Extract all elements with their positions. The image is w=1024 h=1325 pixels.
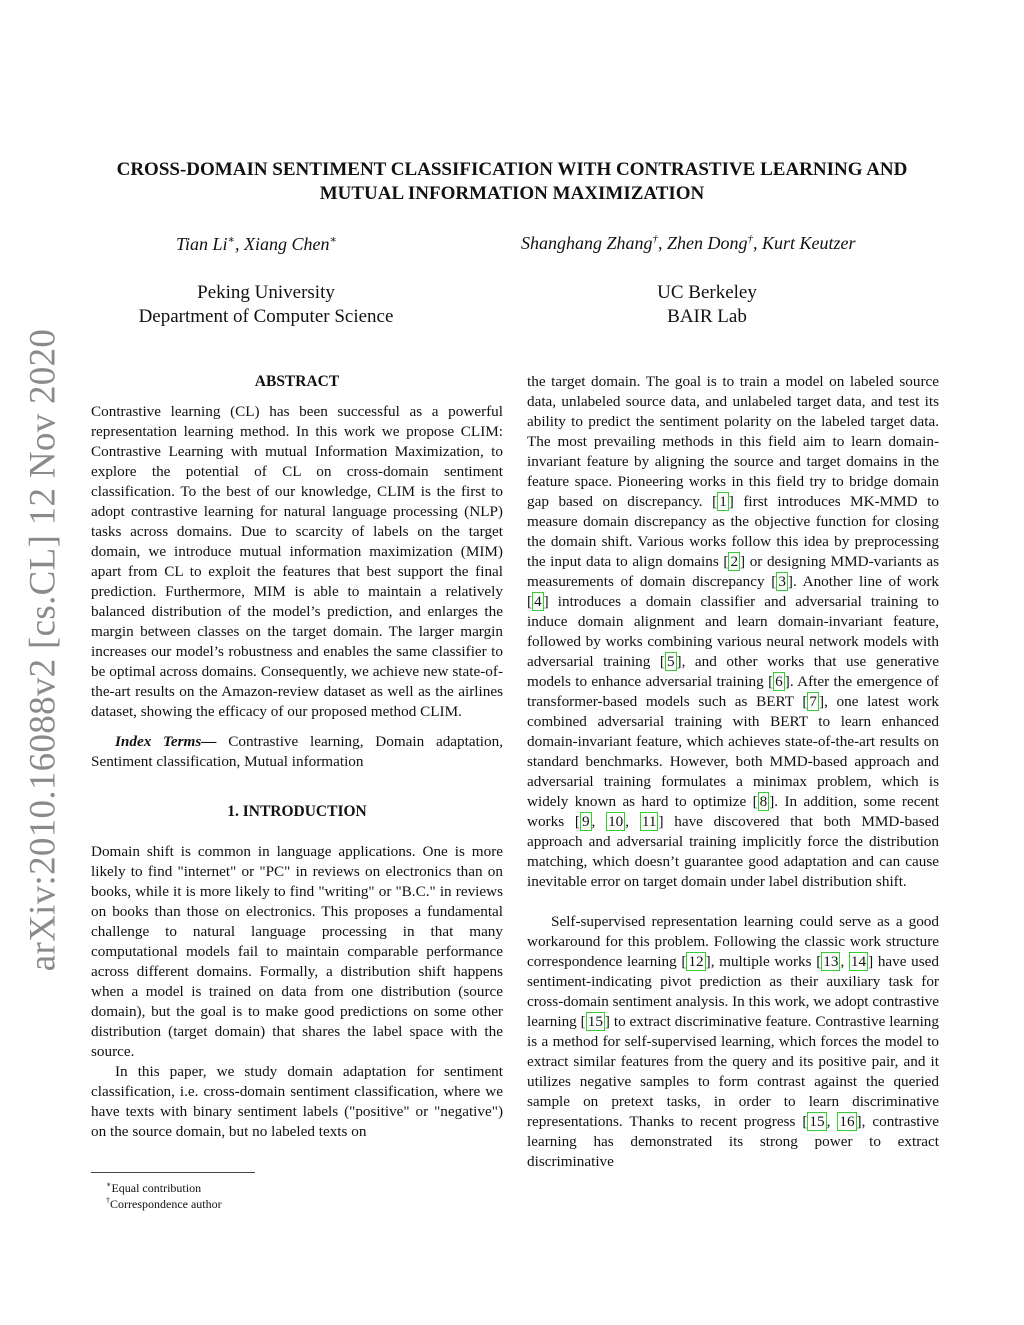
- introduction-heading: 1. INTRODUCTION: [227, 803, 367, 820]
- abstract-heading: ABSTRACT: [254, 373, 340, 390]
- affiliation-line: UC Berkeley: [657, 282, 757, 303]
- citation-link[interactable]: 5: [666, 653, 675, 670]
- author-mark: †: [652, 233, 659, 245]
- author-separator: ,: [235, 234, 245, 254]
- footnote-mark: ∗: [106, 1180, 112, 1189]
- footnote-rule: [91, 1172, 255, 1173]
- left-column: [91, 372, 503, 1142]
- affiliation-line: Department of Computer Science: [138, 306, 394, 327]
- arxiv-identifier-stamp: [18, 328, 68, 972]
- citation-link[interactable]: 15: [809, 1113, 825, 1130]
- citation-link[interactable]: 7: [809, 693, 818, 710]
- paragraph-text-run: or designing MMD-variants as measurements of domain discrepancy: [527, 553, 939, 590]
- citation-link[interactable]: 3: [778, 573, 786, 590]
- paragraph-text-run: , one latest work combined adversarial training with BERT to learn enhanced domain-invariant feature, which achieves state-of-the-art results on standard benchmarks. However, both MMD-based approach and adversarial training formulates a minimax problem, which is widely known as hard to optimize: [527, 693, 939, 810]
- right-column-paragraph-2: Self-supervised representation learning could serve as a good workaround for this problem. Following the classic work structure correspondence learning [ 12 ], multiple works [ 13 , 14 ] have used sentiment-indicating pivot prediction as their auxiliary task for cross-domain sentiment analysis. In this work, we adopt contrastive learning [ 15 ] to extract discriminative feature. Contrastive learning is a method for self-supervised learning, which forces the model to extract similar features from the query and its positive pair, and it utilizes negative samples to form contrast against the queried sample on pretext tasks, in order to learn discriminative representations. Thanks to recent progress [ 15 , 16 ], contrastive learning has demonstrated its strong power to extract discriminative: [527, 913, 939, 1170]
- paragraph-text-run: Self-supervised representation learning could serve as a good workaround for this problem. Following the classic work structure correspondence learning: [527, 913, 939, 970]
- right-column-paragraph-1: the target domain. The goal is to train a model on labeled source data, unlabeled source data, and unlabeled target data, and test its ability to predict the sentiment polarity on the labeled target data. The most prevailing methods in this field aim to learn domain-invariant feature by aligning the source and target domains in the feature space. Pioneering works in this field try to bridge domain gap based on discrepancy. [ 1 ] first introduces MK-MMD to measure domain discrepancy as the objective function for closing the domain shift. Various works follow this idea by preprocessing the input data to align domains [ 2 ] or designing MMD-variants as measurements of domain discrepancy [ 3 ]. Another line of work [ 4 ] introduces a domain classifier and adversarial training to induce domain alignment and learn domain-invariant feature, followed by works combining various neural network models with adversarial training [ 5 ], and other works that use generative models to enhance adversarial training [ 6 ]. After the emergence of transformer-based models such as BERT [ 7 ], one latest work combined adversarial training with BERT to learn enhanced domain-invariant feature, which achieves state-of-the-art results on standard benchmarks. However, both MMD-based approach and adversarial training formulates a minimax problem, which is widely known as hard to optimize [ 8 ]. In addition, some recent works [ 9 , 10 , 11 ] have discovered that both MMD-based approach and adversarial training implicitly force the distribution matching, which doesn’t guarantee good adaptation and can cause inevitable error on target domain under label distribution shift.: [527, 373, 940, 890]
- author-list-right: [521, 233, 856, 254]
- citation-link[interactable]: 10: [608, 813, 624, 830]
- author-name: Tian Li: [176, 234, 228, 254]
- footnote-mark: †: [106, 1196, 110, 1205]
- affiliation-line: BAIR Lab: [667, 306, 747, 327]
- footnote-text: Correspondence author: [110, 1197, 222, 1211]
- citation-link[interactable]: 8: [759, 793, 768, 810]
- paper-title-line-1: CROSS-DOMAIN SENTIMENT CLASSIFICATION WITH CONTRASTIVE LEARNING AND: [116, 159, 908, 180]
- author-name: Shanghang Zhang: [521, 233, 653, 253]
- paragraph-text-run: the target domain. The goal is to train a model on labeled source data, unlabeled source data, and unlabeled target data, and test its ability to predict the sentiment polarity on the labeled target data. The most prevailing methods in this field aim to learn domain-invariant feature by aligning the source and target domains in the feature space. Pioneering works in this field try to bridge domain gap based on discrepancy.: [527, 373, 939, 510]
- citation-link[interactable]: 15: [587, 1013, 603, 1030]
- citation-link[interactable]: 2: [730, 553, 739, 570]
- citation-link[interactable]: 16: [839, 1113, 855, 1130]
- citation-link[interactable]: 13: [823, 953, 839, 970]
- introduction-paragraph-2: In this paper, we study domain adaptation for sentiment classification, i.e. cross-domain sentiment classification, where we have texts with binary sentiment labels ("positive" or "negative") on the source domain, but no labeled texts on: [91, 1063, 503, 1140]
- author-name: Xiang Chen: [244, 234, 330, 254]
- paragraph-text-run: introduces a domain classifier and adversarial training to induce domain alignment and learn domain-invariant feature, followed by works combining various neural network models with adversarial training: [527, 593, 939, 670]
- paragraph-text-run: . After the emergence of transformer-based models such as BERT: [527, 673, 939, 710]
- affiliation-left: [121, 281, 411, 329]
- index-terms-label: Index Terms—: [115, 733, 217, 750]
- author-mark: ∗: [329, 234, 337, 246]
- author-separator: ,: [658, 233, 668, 253]
- footnote-text: Equal contribution: [111, 1181, 202, 1195]
- affiliation-line: Peking University: [197, 282, 335, 303]
- citation-link[interactable]: 11: [641, 813, 657, 830]
- author-mark: ∗: [227, 234, 236, 246]
- paragraph-text-run: . Another line of work: [792, 573, 939, 590]
- author-name: Zhen Dong: [667, 233, 748, 253]
- paragraph-text-run: , multiple works: [710, 953, 817, 970]
- introduction-paragraph-1: Domain shift is common in language applications. One is more likely to find "internet" or "PC" in reviews on electronics than on books, while it is more likely to find "writing" or "B.C." in reviews on books than those on electronics. This proposes a fundamental challenge to natural language processing in that many computational models fail to maintain comparable performance across different domains. Formally, a distribution shift happens when a model is trained on data from one distribution (source domain), but the goal is to make good predictions on some other distribution (target domain) that shares the label space with the source.: [91, 843, 503, 1060]
- author-separator: ,: [753, 233, 763, 253]
- right-column: [527, 372, 939, 1172]
- citation-link[interactable]: 6: [775, 673, 783, 690]
- citation-link[interactable]: 9: [581, 813, 590, 830]
- paper-title: [80, 158, 944, 206]
- arxiv-identifier-text: arXiv:2010.16088v2 [cs.CL] 12 Nov 2020: [22, 328, 64, 972]
- citation-link[interactable]: 1: [719, 493, 727, 510]
- citation-link[interactable]: 4: [534, 593, 542, 610]
- paragraph-text-run: , contrastive learning has demonstrated its strong power to extract discriminative: [527, 1113, 939, 1170]
- paragraph-text-run: to extract discriminative feature. Contrastive learning is a method for self-supervised learning, which forces the model to extract similar features from the query and its positive pair, and it utilizes negative samples to form contrast against the queried sample on pretext tasks, in order to learn discriminative representations. Thanks to recent progress: [527, 1013, 939, 1130]
- citation-link[interactable]: 14: [850, 953, 867, 970]
- affiliation-right: [607, 281, 807, 329]
- paragraph-text-run: first introduces MK-MMD to measure domain discrepancy as the objective function for closing the domain shift. Various works follow this idea by preprocessing the input data to align domains: [527, 493, 939, 570]
- abstract-text: Contrastive learning (CL) has been successful as a powerful representation learning method. In this work we propose CLIM: Contrastive Learning with mutual Information Maximization, to explore the potential of CL on cross-domain sentiment classification. To the best of our knowledge, CLIM is the first to adopt contrastive learning for natural language processing (NLP) tasks across domains. Due to scarcity of labels on the target domain, we introduce mutual information maximization (MIM) apart from CL to exploit the features that best support the final prediction. Furthermore, MIM is able to maintain a relatively balanced distribution of the model’s prediction, and enlarges the margin between classes on the target domain. The larger margin increases our model’s robustness and enables the same classifier to be optimal across domains. Consequently, we achieve new state-of-the-art results on the Amazon-review dataset as well as the airlines dataset, showing the efficacy of our proposed method CLIM.: [91, 403, 503, 720]
- index-terms: [91, 732, 503, 772]
- author-list-left: [176, 233, 337, 255]
- paragraph-text-run: have discovered that both MMD-based approach and adversarial training implicitly force the distribution matching, which doesn’t guarantee good adaptation and can cause inevitable error on target domain under label distribution shift.: [527, 813, 940, 890]
- footnote-correspondence-author: [106, 1193, 222, 1212]
- paragraph-text-run: have used sentiment-indicating pivot prediction as their auxiliary task for cross-domain sentiment analysis. In this work, we adopt contrastive learning: [527, 953, 939, 1030]
- citation-link[interactable]: 12: [688, 953, 704, 970]
- index-terms-text: Contrastive learning, Domain adaptation, Sentiment classification, Mutual information: [91, 733, 504, 770]
- author-mark: †: [747, 233, 754, 245]
- author-name: Kurt Keutzer: [762, 233, 856, 253]
- paragraph-text-run: , and other works that use generative models to enhance adversarial training: [527, 653, 939, 690]
- paper-title-line-2: MUTUAL INFORMATION MAXIMIZATION: [319, 183, 705, 204]
- paragraph-text-run: . In addition, some recent works: [527, 793, 939, 830]
